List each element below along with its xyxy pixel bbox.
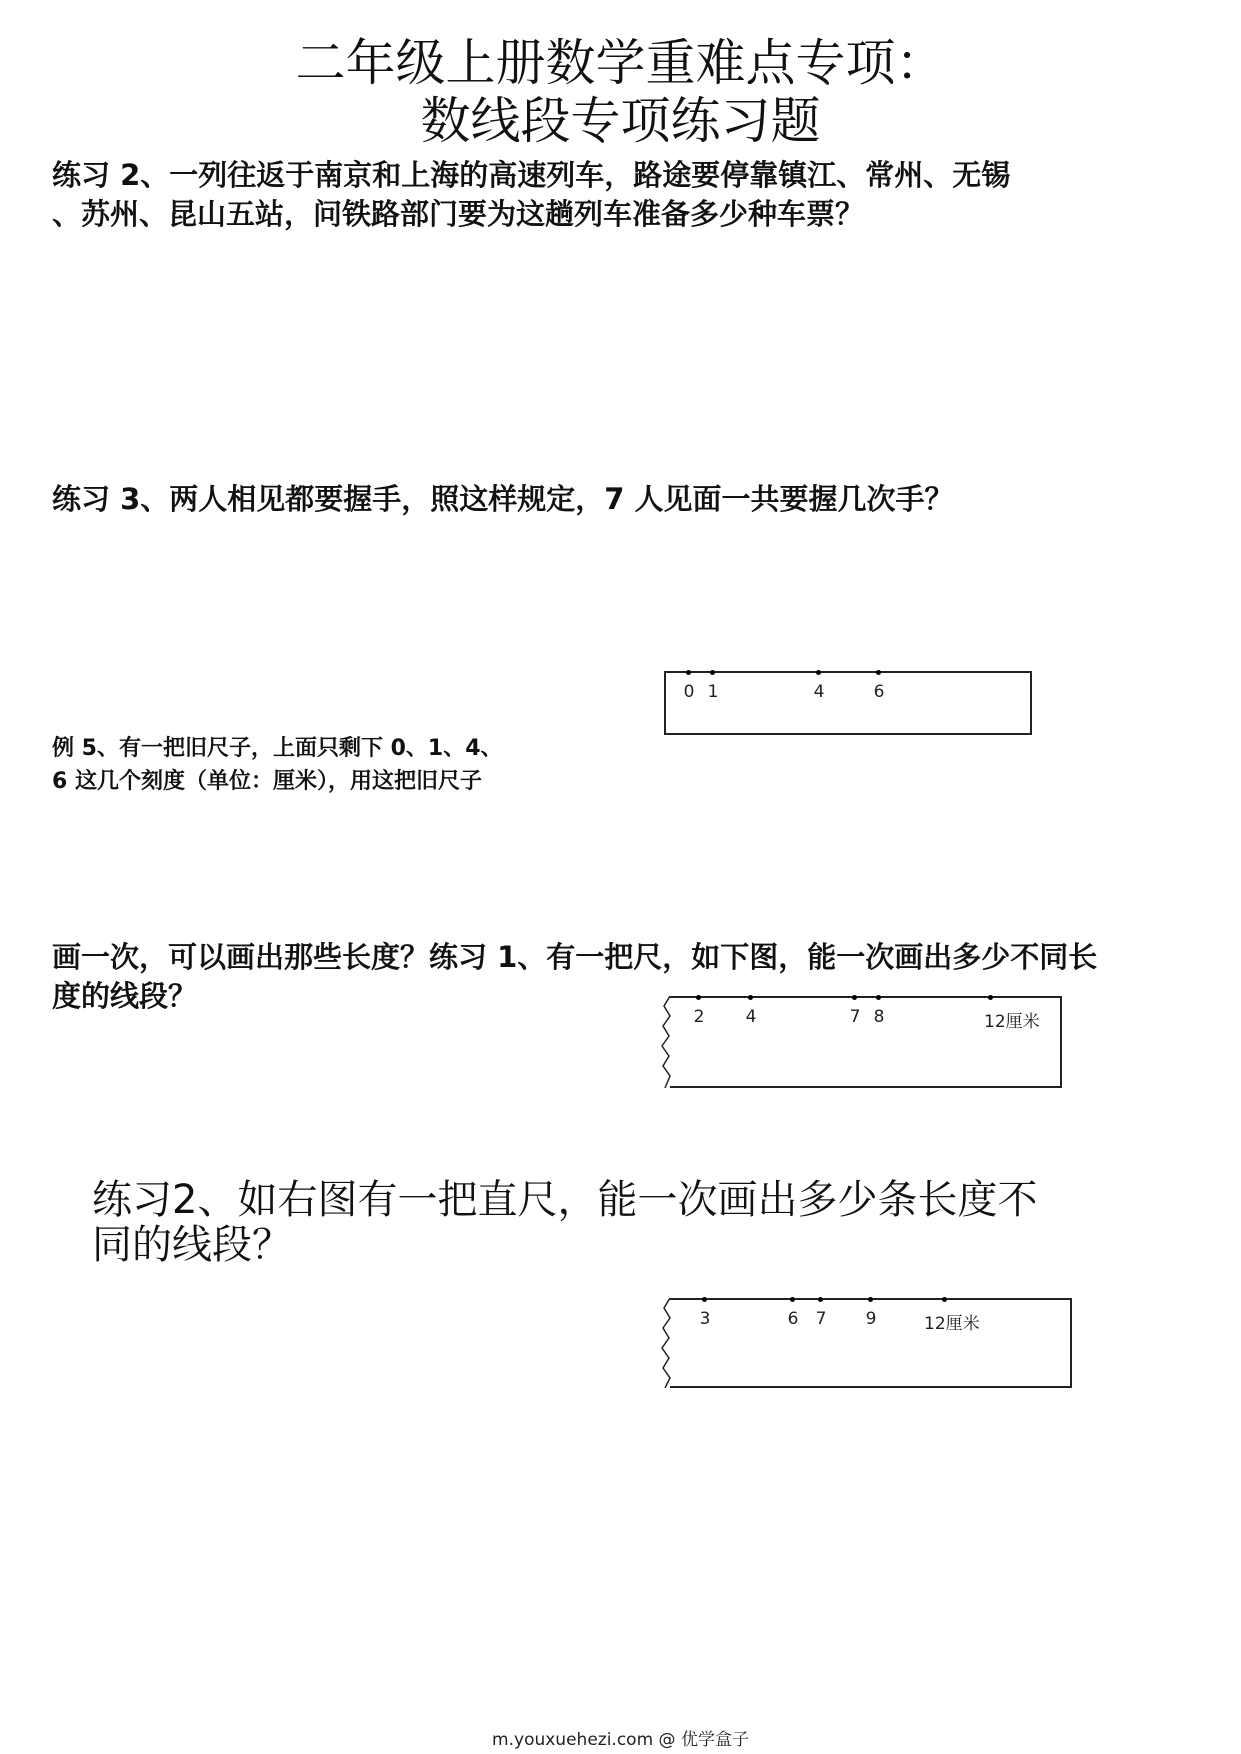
ruler-label: 6 bbox=[787, 1309, 799, 1329]
question-line: 度的线段？ bbox=[52, 979, 198, 1013]
ruler-label: 4 bbox=[745, 1007, 757, 1027]
ruler-tick bbox=[686, 670, 691, 675]
ruler-label: 3 bbox=[699, 1309, 711, 1329]
ruler-tick bbox=[790, 1297, 795, 1302]
ruler-tick bbox=[852, 995, 857, 1000]
ruler-label: 12厘米 bbox=[924, 1314, 980, 1334]
torn-edge-icon bbox=[660, 1298, 674, 1388]
torn-edge-icon bbox=[660, 996, 674, 1088]
question-old-ruler bbox=[52, 732, 572, 798]
ruler-tick bbox=[702, 1297, 707, 1302]
footer-watermark: m.youxuehezi.com @ 优学盒子 bbox=[492, 1730, 749, 1750]
ruler-tick bbox=[876, 670, 881, 675]
question-line: 画一次，可以画出那些长度？练习 1、有一把尺，如下图，能一次画出多少不同长 bbox=[52, 940, 1098, 974]
ruler-label: 8 bbox=[873, 1007, 885, 1027]
question-line: 例 5、有一把旧尺子，上面只剩下 0、1、4、 bbox=[52, 736, 503, 761]
ruler-label: 0 bbox=[683, 682, 695, 702]
question-straight-ruler bbox=[92, 1178, 1172, 1268]
question-line: 练习2、如右图有一把直尺，能一次画出多少条长度不 bbox=[92, 1177, 1038, 1223]
ruler-label: 4 bbox=[813, 682, 825, 702]
ruler-tick bbox=[876, 995, 881, 1000]
ruler-label: 6 bbox=[873, 682, 885, 702]
page-title-line1: 二年级上册数学重难点专项： bbox=[295, 34, 946, 92]
ruler-tick bbox=[816, 670, 821, 675]
ruler-label: 7 bbox=[849, 1007, 861, 1027]
ruler-label: 2 bbox=[693, 1007, 705, 1027]
ruler-tick bbox=[710, 670, 715, 675]
ruler-tick bbox=[868, 1297, 873, 1302]
question-train-tickets bbox=[52, 156, 1192, 234]
page-title-line2: 数线段专项练习题 bbox=[420, 92, 821, 150]
ruler-label: 12厘米 bbox=[984, 1012, 1040, 1032]
ruler-tick bbox=[696, 995, 701, 1000]
question-handshake: 练习 3、两人相见都要握手，照这样规定，7 人见面一共要握几次手？ bbox=[52, 482, 954, 516]
question-line: 练习 2、一列往返于南京和上海的高速列车，路途要停靠镇江、常州、无锡 bbox=[52, 158, 1011, 192]
question-line: 、苏州、昆山五站，问铁路部门要为这趟列车准备多少种车票？ bbox=[52, 197, 865, 231]
question-line: 6 这几个刻度（单位：厘米），用这把旧尺子 bbox=[52, 769, 482, 794]
ruler-label: 7 bbox=[815, 1309, 827, 1329]
ruler-broken-1 bbox=[670, 996, 1062, 1088]
ruler-old bbox=[664, 671, 1032, 735]
ruler-broken-2 bbox=[670, 1298, 1072, 1388]
ruler-label: 9 bbox=[865, 1309, 877, 1329]
ruler-tick bbox=[748, 995, 753, 1000]
ruler-tick bbox=[942, 1297, 947, 1302]
question-line: 同的线段？ bbox=[92, 1222, 292, 1268]
ruler-tick bbox=[818, 1297, 823, 1302]
ruler-tick bbox=[988, 995, 993, 1000]
ruler-label: 1 bbox=[707, 682, 719, 702]
